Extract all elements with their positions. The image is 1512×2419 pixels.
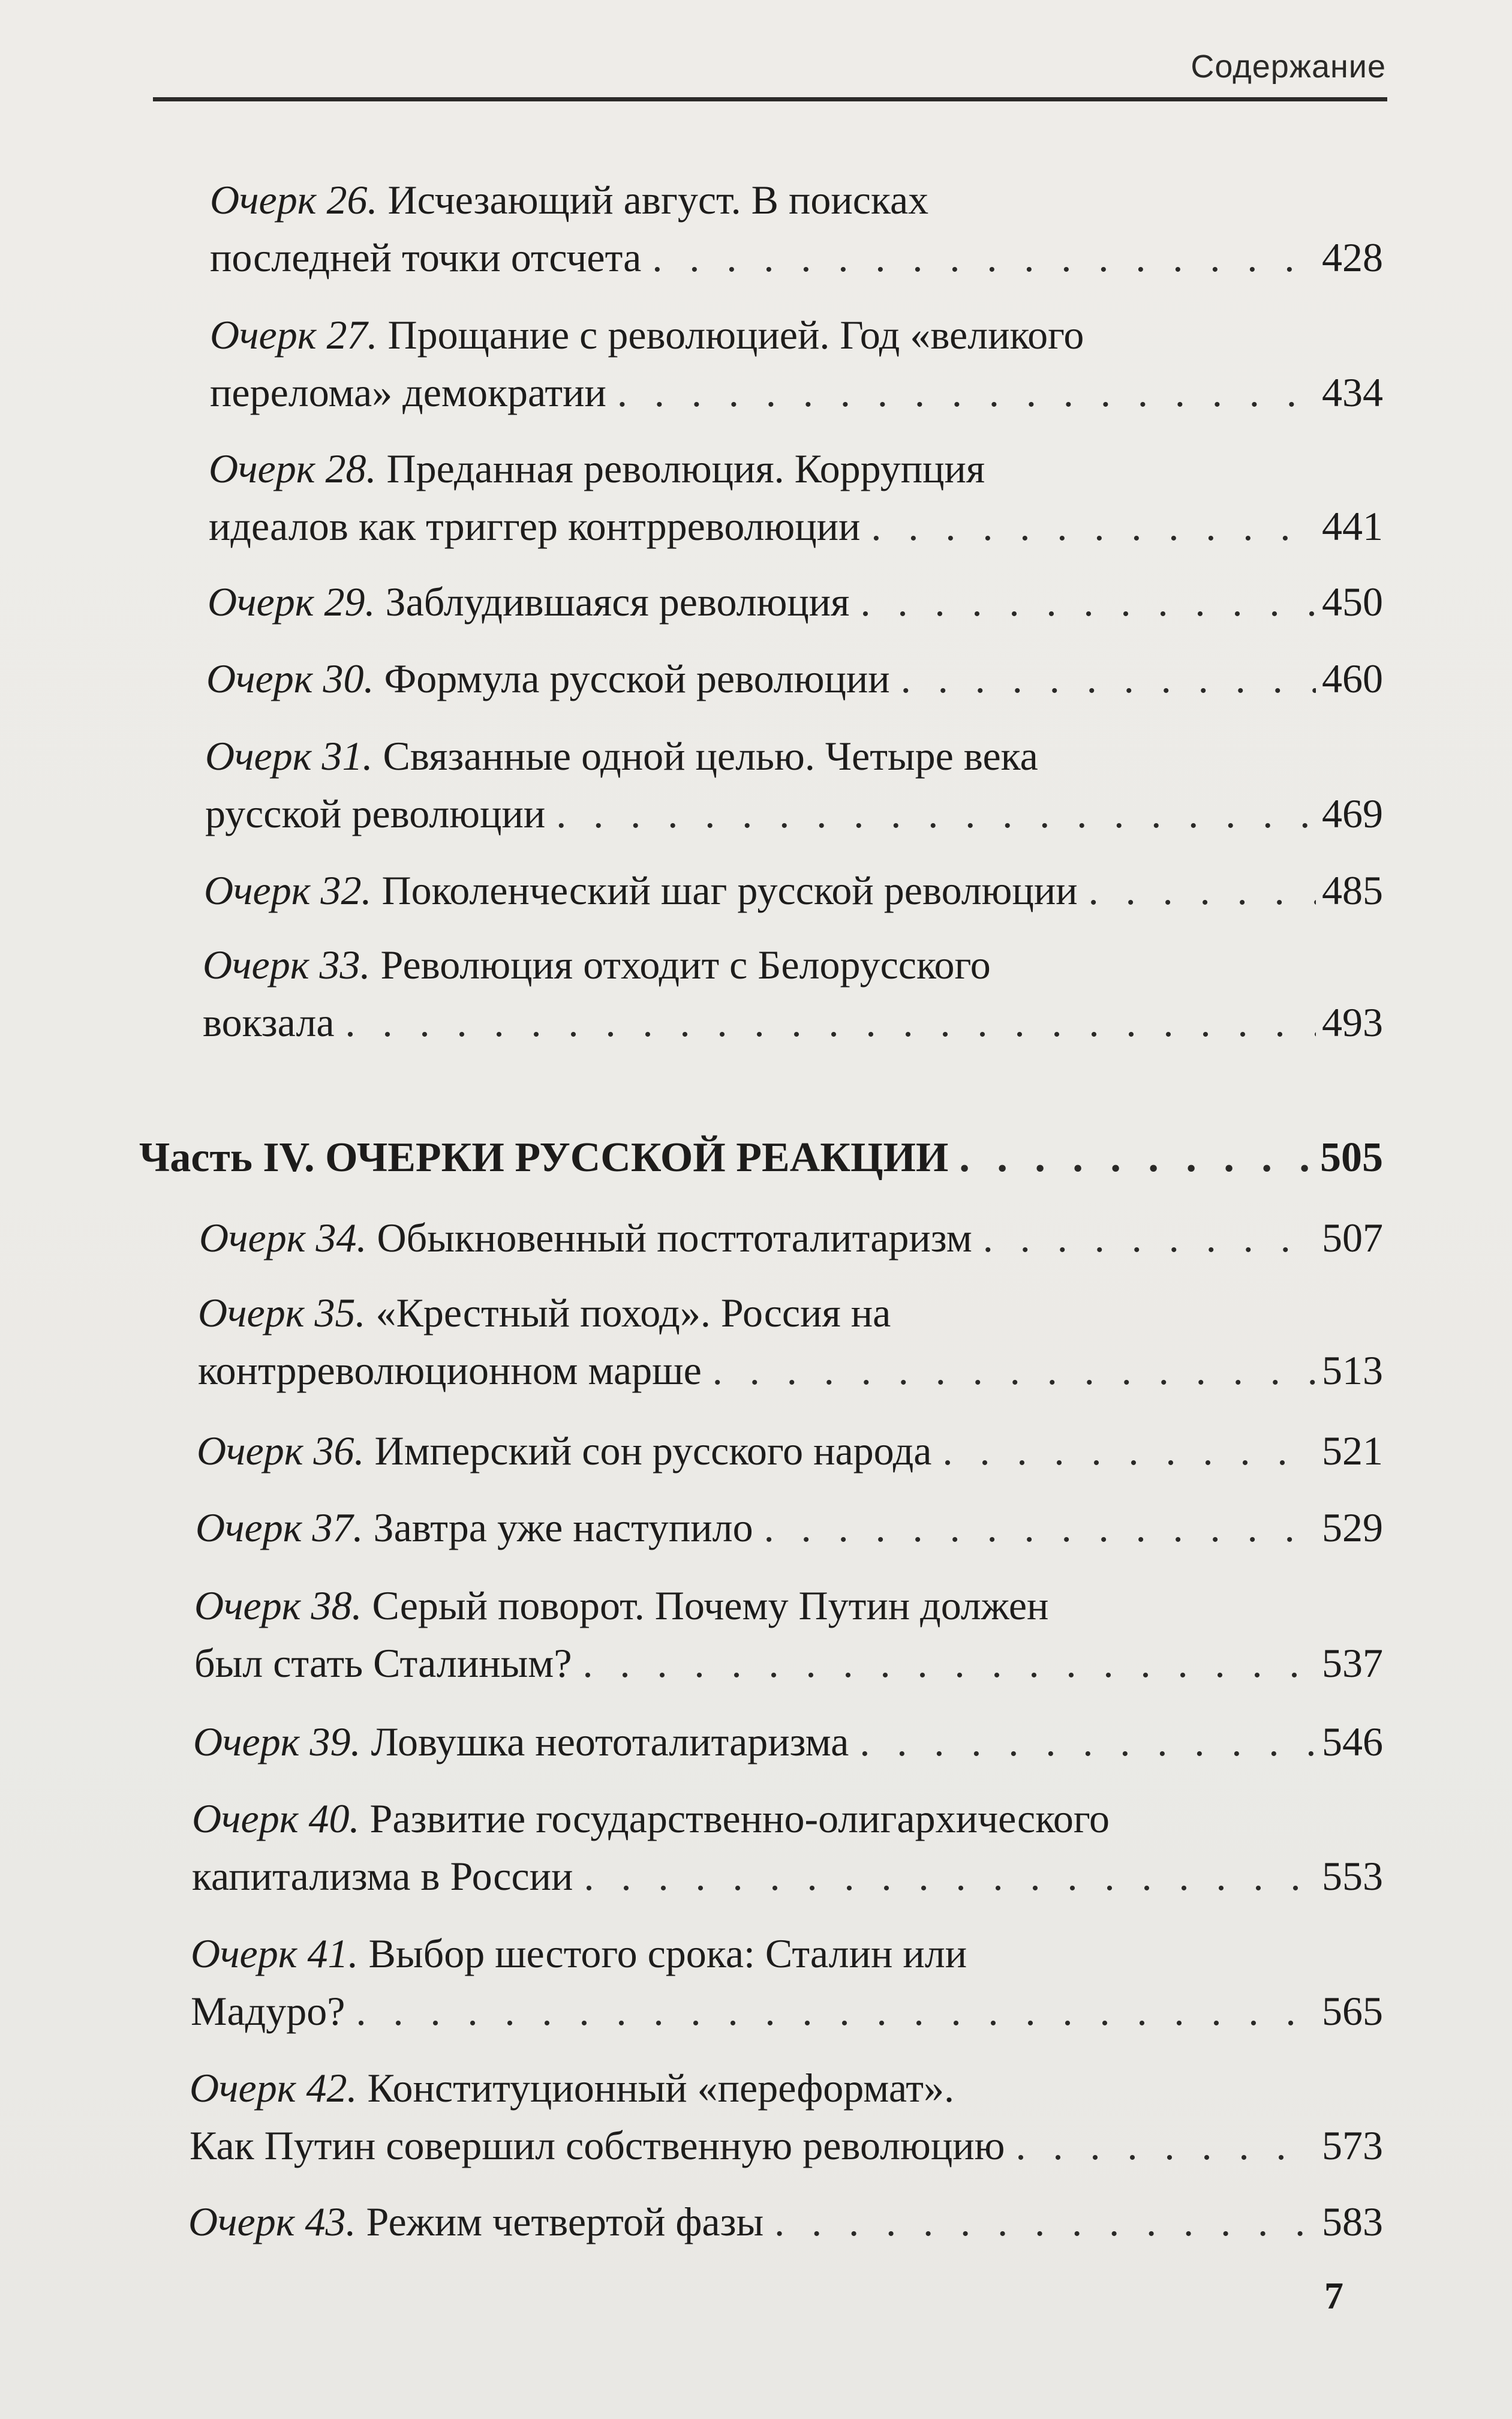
- essay-number: Очерк 27.: [210, 312, 378, 358]
- dot-leader: [1089, 862, 1316, 919]
- entry-title: Режим четвертой фазы: [356, 2199, 764, 2244]
- page-ref: 513: [1322, 1347, 1383, 1393]
- entry-title-continued: перелома» демократии: [210, 370, 606, 415]
- page-ref: 521: [1322, 1428, 1383, 1473]
- entry-title: Выбор шестого срока: Сталин или: [358, 1931, 967, 1976]
- entry-title: Поколенческий шаг русской революции: [371, 868, 1078, 913]
- essay-number: Очерк 32.: [204, 868, 372, 913]
- entry-title-continued: идеалов как триггер контрреволюции: [209, 503, 861, 549]
- essay-number: Очерк 42.: [190, 2065, 357, 2111]
- essay-number: Очерк 43.: [188, 2199, 356, 2244]
- page-ref: 434: [1322, 370, 1383, 415]
- entry-title: Формула русской революции: [374, 656, 890, 701]
- entry-title-continued: контрреволюционном марше: [198, 1347, 702, 1393]
- toc-entry: [191, 1925, 1383, 2040]
- page-number: 7: [1324, 2274, 1343, 2317]
- page-ref: 428: [1322, 235, 1383, 280]
- dot-leader: [345, 994, 1316, 1051]
- entry-title: Завтра уже наступило: [363, 1505, 753, 1550]
- dot-leader: [764, 1499, 1316, 1556]
- toc-entry: [199, 1209, 1383, 1266]
- entry-title: Конституционный «переформат».: [357, 2065, 954, 2111]
- page-ref: 505: [1320, 1135, 1383, 1181]
- entry-title: Ловушка неототалитаризма: [360, 1719, 849, 1764]
- entry-title: Революция отходит с Белорусского: [370, 942, 991, 988]
- entry-title-continued: капитализма в России: [192, 1853, 573, 1899]
- part-title: Часть IV. ОЧЕРКИ РУССКОЙ РЕАКЦИИ: [139, 1135, 949, 1181]
- essay-number: Очерк 30.: [206, 656, 374, 701]
- toc-entry: [188, 2193, 1383, 2250]
- toc-entry: [203, 936, 1383, 1051]
- essay-number: Очерк 29.: [208, 579, 375, 625]
- page-ref: 546: [1322, 1719, 1383, 1764]
- page-ref: 537: [1322, 1640, 1383, 1686]
- entry-title: Обыкновенный посттоталитаризм: [366, 1215, 972, 1260]
- entry-title: Развитие государственно-олигархического: [359, 1796, 1110, 1841]
- page-ref: 583: [1322, 2199, 1383, 2244]
- essay-number: Очерк 37.: [196, 1505, 363, 1550]
- entry-title: Серый поворот. Почему Путин должен: [362, 1583, 1049, 1628]
- essay-number: Очерк 40.: [192, 1796, 360, 1841]
- toc-entry: [194, 1577, 1383, 1692]
- toc-entry: [196, 1499, 1383, 1556]
- page-ref: 529: [1322, 1505, 1383, 1550]
- page-ref: 565: [1322, 1988, 1383, 2034]
- toc-entry: [208, 573, 1383, 631]
- dot-leader: [901, 650, 1316, 707]
- dot-leader: [871, 497, 1316, 555]
- running-head: Содержание: [1191, 49, 1386, 85]
- dot-leader: [983, 1209, 1316, 1266]
- entry-title: Исчезающий август. В поисках: [377, 177, 929, 223]
- entry-title-continued: последней точки отсчета: [210, 235, 642, 280]
- essay-number: Очерк 33.: [203, 942, 371, 988]
- entry-title: Заблудившаяся революция: [375, 579, 850, 625]
- entry-title-continued: русской революции: [205, 791, 546, 836]
- dot-leader: [859, 1713, 1316, 1770]
- dot-leader: [652, 229, 1316, 286]
- toc-entry: [197, 1422, 1383, 1479]
- entry-title: Имперский сон русского народа: [364, 1428, 932, 1473]
- entry-title: Прощание с революцией. Год «великого: [377, 312, 1084, 358]
- page-ref: 573: [1322, 2123, 1383, 2168]
- toc-entry: [210, 171, 1383, 286]
- essay-number: Очерк 41.: [191, 1931, 359, 1976]
- toc-entry: [193, 1713, 1383, 1770]
- entry-title-continued: был стать Сталиным?: [194, 1640, 572, 1686]
- dot-leader: [713, 1341, 1316, 1399]
- entry-title-continued: Как Путин совершил собственную революцию: [190, 2123, 1005, 2168]
- essay-number: Очерк 36.: [197, 1428, 365, 1473]
- toc-entry: [205, 727, 1383, 842]
- entry-title: Связанные одной целью. Четыре века: [372, 733, 1038, 779]
- toc-entry: [198, 1284, 1383, 1399]
- dot-leader: [556, 785, 1316, 842]
- page-ref: 493: [1322, 1000, 1383, 1045]
- toc-entry: [210, 306, 1383, 421]
- toc-entry: [190, 2059, 1383, 2174]
- essay-number: Очерк 35.: [198, 1290, 366, 1335]
- dot-leader: [942, 1422, 1316, 1479]
- toc-entry: [204, 862, 1383, 919]
- toc-entry: [209, 440, 1383, 555]
- essay-number: Очерк 39.: [193, 1719, 361, 1764]
- dot-leader: [1015, 2117, 1316, 2174]
- entry-title-continued: Мадуро?: [191, 1988, 345, 2034]
- page-ref: 460: [1322, 656, 1383, 701]
- entry-title: Преданная революция. Коррупция: [376, 446, 985, 491]
- dot-leader: [617, 364, 1316, 421]
- essay-number: Очерк 28.: [209, 446, 377, 491]
- dot-leader: [356, 1982, 1316, 2040]
- toc-part-heading: [139, 1129, 1383, 1187]
- page-ref: 469: [1322, 791, 1383, 836]
- entry-title: «Крестный поход». Россия на: [365, 1290, 891, 1335]
- dot-leader: [959, 1129, 1314, 1187]
- entry-title-continued: вокзала: [203, 1000, 335, 1045]
- essay-number: Очерк 31.: [205, 733, 373, 779]
- dot-leader: [583, 1634, 1316, 1692]
- dot-leader: [860, 573, 1316, 631]
- essay-number: Очерк 38.: [194, 1583, 362, 1628]
- toc-entry: [206, 650, 1383, 707]
- toc-entry: [192, 1790, 1383, 1905]
- dot-leader: [584, 1847, 1316, 1905]
- dot-leader: [774, 2193, 1316, 2250]
- page-ref: 553: [1322, 1853, 1383, 1899]
- page-ref: 450: [1322, 579, 1383, 625]
- essay-number: Очерк 26.: [210, 177, 378, 223]
- page-ref: 441: [1322, 503, 1383, 549]
- page-ref: 507: [1322, 1215, 1383, 1260]
- page-ref: 485: [1322, 868, 1383, 913]
- essay-number: Очерк 34.: [199, 1215, 367, 1260]
